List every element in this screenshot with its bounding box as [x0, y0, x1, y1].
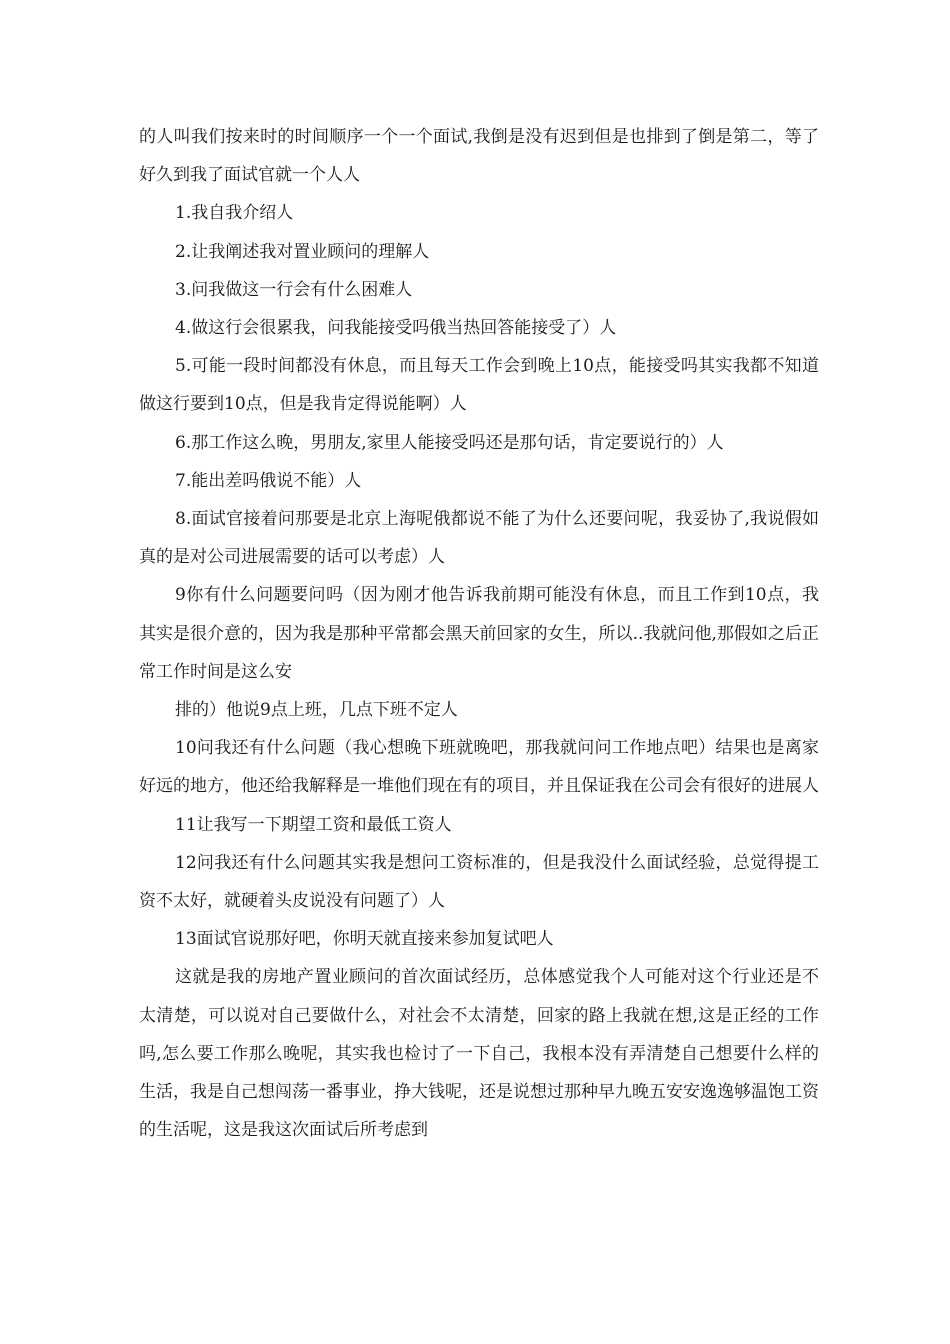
list-item-1: 1.我自我介绍人	[175, 203, 294, 224]
list-item-7: 7.能出差吗俄说不能）人	[175, 470, 362, 491]
list-item-9: 9你有什么问题要问吗（因为刚才他告诉我前期可能没有休息，而且工作到10点，我其实是很介意的，因为我是那种平常都会黑天前回家的女生，所以..我就问他,那假如之后正常工作时间是这么安	[139, 585, 819, 682]
list-item-8: 8.面试官接着问那要是北京上海呢俄都说不能了为什么还要问呢，我妥协了,我说假如真的是对公司进展需要的话可以考虑）人	[139, 509, 819, 568]
list-item-4: 4.做这行会很累我，问我能接受吗俄当热回答能接受了）人	[175, 318, 617, 339]
list-item-3: 3.问我做这一行会有什么困难人	[175, 279, 413, 300]
list-item-10: 10问我还有什么问题（我心想晚下班就晚吧，那我就问问工作地点吧）结果也是离家好远的地方，他还给我解释是一堆他们现在有的项目，并且保证我在公司会有很好的进展人	[139, 738, 819, 797]
paragraph-intro: 的人叫我们按来时的时间顺序一个一个面试,我倒是没有迟到但是也排到了倒是第二，等了好久到我了面试官就一个人人	[139, 127, 819, 186]
document-body	[139, 118, 819, 1149]
list-item-9-continued: 排的）他说9点上班，几点下班不定人	[175, 700, 458, 721]
list-item-6: 6.那工作这么晚，男朋友,家里人能接受吗还是那句话，肯定要说行的）人	[175, 432, 724, 453]
list-item-12: 12问我还有什么问题其实我是想问工资标准的，但是我没什么面试经验，总觉得提工资不太好，就硬着头皮说没有问题了）人	[139, 852, 819, 912]
list-item-13: 13面试官说那好吧，你明天就直接来参加复试吧人	[175, 929, 554, 950]
list-item-2: 2.让我阐述我对置业顾问的理解人	[175, 241, 430, 262]
list-item-11: 11让我写一下期望工资和最低工资人	[175, 814, 452, 835]
paragraph-summary: 这就是我的房地产置业顾问的首次面试经历，总体感觉我个人可能对这个行业还是不太清楚，可以说对自己要做什么，对社会不太清楚，回家的路上我就在想,这是正经的工作吗,怎么要工作那么晚呢，其实我也检讨了一下自己，我根本没有弄清楚自己想要什么样的生活，我是自己想闯荡一番事业，挣大钱呢，还是说想过那种早九晚五安安逸逸够温饱工资的生活呢，这是我这次面试后所考虑到	[139, 967, 819, 1141]
list-item-5: 5.可能一段时间都没有休息，而且每天工作会到晚上10点，能接受吗其实我都不知道做这行要到10点，但是我肯定得说能啊）人	[139, 356, 819, 415]
